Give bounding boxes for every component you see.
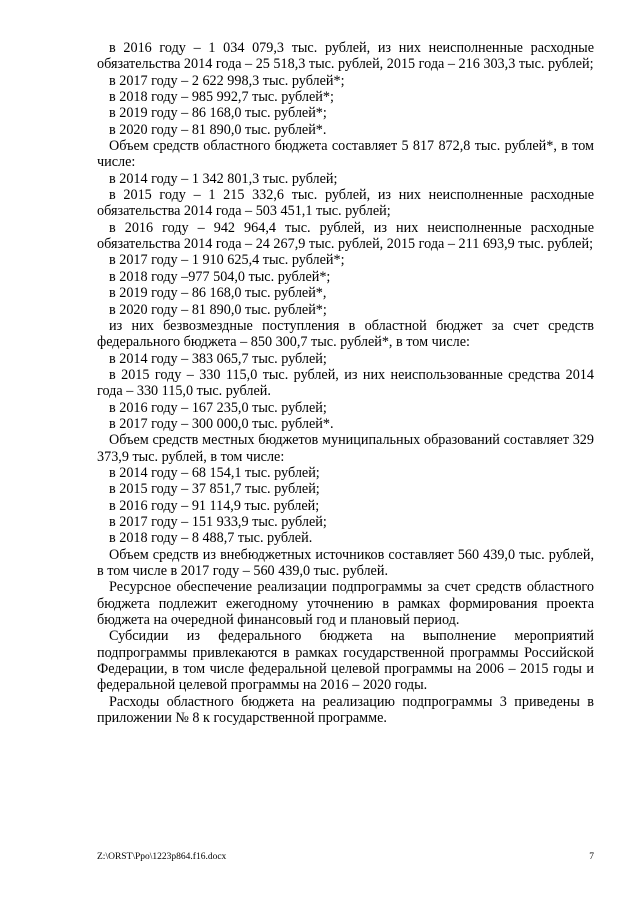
paragraph: в 2017 году – 2 622 998,3 тыс. рублей*; xyxy=(109,72,345,89)
paragraph: Объем средств местных бюджетов муниципальных образований составляет 329 373,9 тыс. рублей, в том числе: xyxy=(97,432,594,465)
paragraph: в 2020 году – 81 890,0 тыс. рублей*. xyxy=(109,121,327,138)
paragraph: в 2016 году – 1 034 079,3 тыс. рублей, из них неисполненные расходные обязательства 2014 года – 25 518,3 тыс. рублей, 2015 года – 216 303,3 тыс. рублей; xyxy=(97,40,594,73)
paragraph: в 2014 году – 68 154,1 тыс. рублей; xyxy=(109,464,320,481)
document-body xyxy=(97,40,594,726)
paragraph: в 2016 году – 942 964,4 тыс. рублей, из них неисполненные расходные обязательства 2014 года – 24 267,9 тыс. рублей, 2015 года – 211 693,9 тыс. рублей; xyxy=(97,219,594,253)
footer-file-path: Z:\ORST\Ppo\1223p864.f16.docx xyxy=(97,852,227,862)
paragraph: в 2018 году – 8 488,7 тыс. рублей. xyxy=(109,530,313,547)
paragraph: в 2019 году – 86 168,0 тыс. рублей*; xyxy=(109,105,327,122)
paragraph: Объем средств из внебюджетных источников составляет 560 439,0 тыс. рублей, в том числе в 2017 году – 560 439,0 тыс. рублей. xyxy=(97,546,594,579)
paragraph: в 2020 году – 81 890,0 тыс. рублей*; xyxy=(109,301,327,318)
paragraph: Субсидии из федерального бюджета на выполнение мероприятий подпрограммы привлекаются в рамках государственной программы Российской Федерации, в том числе федеральной целевой программы на 2006 – 2015 годы и федеральной целевой программы на 2016 – 2020 годы. xyxy=(97,628,594,694)
paragraph: в 2015 году – 37 851,7 тыс. рублей; xyxy=(109,481,320,498)
paragraph: Расходы областного бюджета на реализацию подпрограммы 3 приведены в приложении № 8 к государственной программе. xyxy=(97,693,594,727)
page-number: 7 xyxy=(589,852,594,862)
paragraph: в 2019 году – 86 168,0 тыс. рублей*, xyxy=(109,285,327,302)
paragraph: Объем средств областного бюджета составляет 5 817 872,8 тыс. рублей*, в том числе: xyxy=(97,138,594,171)
paragraph: в 2014 году – 1 342 801,3 тыс. рублей; xyxy=(109,170,338,187)
paragraph: в 2017 году – 300 000,0 тыс. рублей*. xyxy=(109,415,334,432)
paragraph: в 2016 году – 91 114,9 тыс. рублей; xyxy=(109,497,320,514)
paragraph: в 2015 году – 1 215 332,6 тыс. рублей, из них неисполненные расходные обязательства 2014 года – 503 451,1 тыс. рублей; xyxy=(97,187,594,220)
paragraph: Ресурсное обеспечение реализации подпрограммы за счет средств областного бюджета подлежит ежегодному уточнению в рамках формирования проекта бюджета на очередной финансовый год и плановый период. xyxy=(97,579,594,629)
paragraph: в 2015 году – 330 115,0 тыс. рублей, из них неиспользованные средства 2014 года – 330 115,0 тыс. рублей. xyxy=(97,366,594,400)
paragraph: в 2017 году – 1 910 625,4 тыс. рублей*; xyxy=(109,252,345,269)
paragraph: в 2014 году – 383 065,7 тыс. рублей; xyxy=(109,350,327,367)
paragraph: в 2018 году –977 504,0 тыс. рублей*; xyxy=(109,268,331,285)
paragraph: в 2018 году – 985 992,7 тыс. рублей*; xyxy=(109,89,334,106)
paragraph: из них безвозмездные поступления в областной бюджет за счет средств федерального бюджета – 850 300,7 тыс. рублей*, в том числе: xyxy=(97,317,594,351)
paragraph: в 2016 году – 167 235,0 тыс. рублей; xyxy=(109,399,327,416)
paragraph: в 2017 году – 151 933,9 тыс. рублей; xyxy=(109,513,327,530)
